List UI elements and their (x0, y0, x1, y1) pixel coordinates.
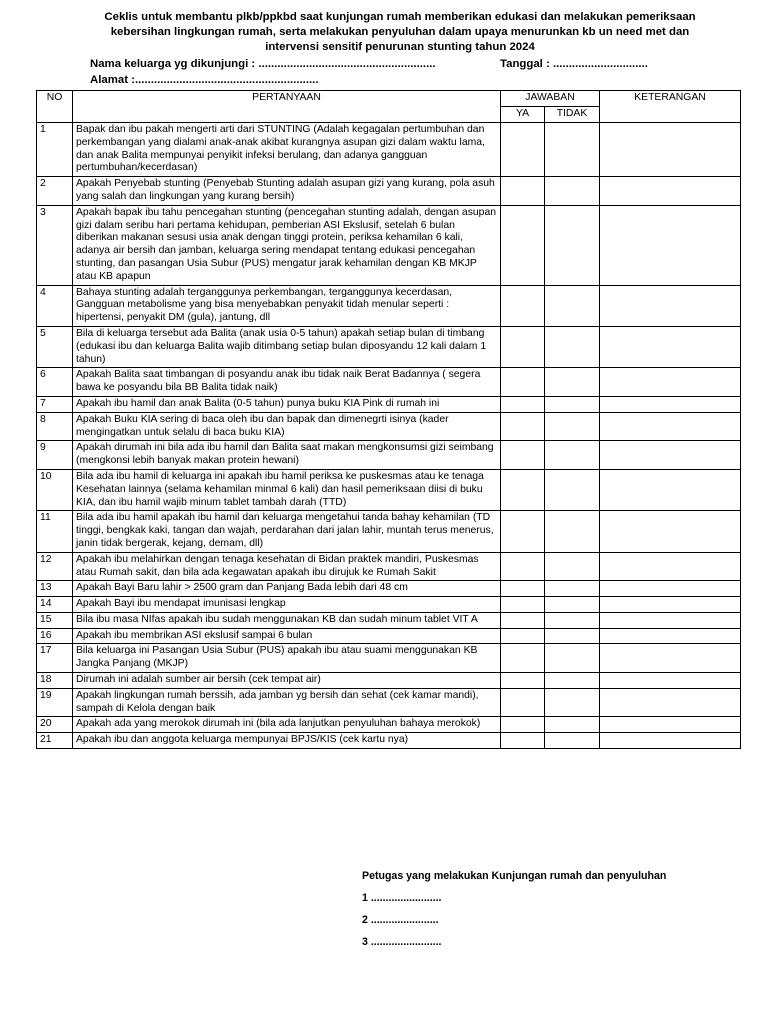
answer-yes-cell[interactable] (501, 326, 545, 367)
table-row (37, 205, 741, 285)
row-number: 11 (37, 511, 73, 552)
answer-yes-cell[interactable] (501, 628, 545, 644)
row-number: 19 (37, 688, 73, 717)
answer-no-cell[interactable] (545, 644, 600, 673)
question-text: Apakah Bayi Baru lahir > 2500 gram dan Panjang Bada lebih dari 48 cm (73, 581, 501, 597)
answer-no-cell[interactable] (545, 396, 600, 412)
answer-yes-cell[interactable] (501, 717, 545, 733)
header-no-answer: TIDAK (545, 107, 600, 123)
answer-no-cell[interactable] (545, 412, 600, 441)
answer-no-cell[interactable] (545, 552, 600, 581)
note-cell[interactable] (600, 552, 741, 581)
table-row (37, 552, 741, 581)
officer-section (362, 870, 666, 958)
answer-no-cell[interactable] (545, 285, 600, 326)
date-field: Tanggal : .............................. (500, 58, 648, 70)
table-row (37, 469, 741, 510)
note-cell[interactable] (600, 612, 741, 628)
question-text: Apakah Penyebab stunting (Penyebab Stunting adalah asupan gizi yang kurang, pola asuh yang salah dan lingkungan yang kurang bersih) (73, 177, 501, 206)
note-cell[interactable] (600, 441, 741, 470)
row-number: 10 (37, 469, 73, 510)
row-number: 21 (37, 733, 73, 749)
table-row (37, 285, 741, 326)
table-row (37, 644, 741, 673)
note-cell[interactable] (600, 285, 741, 326)
table-row (37, 412, 741, 441)
table-row (37, 612, 741, 628)
question-text: Bila keluarga ini Pasangan Usia Subur (PUS) apakah ibu atau suami menggunakan KB Jangka Panjang (MKJP) (73, 644, 501, 673)
table-row (37, 177, 741, 206)
table-row (37, 733, 741, 749)
note-cell[interactable] (600, 511, 741, 552)
header-answer: JAWABAN (501, 91, 600, 107)
header-note: KETERANGAN (600, 91, 741, 123)
checklist-rows (37, 123, 741, 749)
answer-no-cell[interactable] (545, 469, 600, 510)
table-row (37, 628, 741, 644)
table-row (37, 581, 741, 597)
answer-yes-cell[interactable] (501, 581, 545, 597)
row-number: 8 (37, 412, 73, 441)
checklist-table (36, 90, 741, 749)
row-number: 6 (37, 368, 73, 397)
question-text: Bila ada ibu hamil di keluarga ini apakah ibu hamil periksa ke puskesmas atau ke tenaga Kesehatan lainnya (selama kehamilan minmal 6 kali) dan hasil pemeriksaan diisi di buku KIA, dan ibu hamil wajib minum tablet tambah darah (TTD) (73, 469, 501, 510)
table-row (37, 673, 741, 689)
title-line-1: Ceklis untuk membantu plkb/ppkbd saat kunjungan rumah memberikan edukasi dan melakukan pemeriksaan (104, 11, 696, 23)
table-row (37, 717, 741, 733)
answer-yes-cell[interactable] (501, 441, 545, 470)
document-title (60, 10, 740, 55)
answer-yes-cell[interactable] (501, 412, 545, 441)
question-text: Apakah lingkungan rumah berssih, ada jamban yg bersih dan sehat (cek kamar mandi), sampah di Kelola dengan baik (73, 688, 501, 717)
address-field: Alamat :.......................................................... (90, 74, 319, 86)
question-text: Apakah ibu membrikan ASI ekslusif sampai 6 bulan (73, 628, 501, 644)
answer-yes-cell[interactable] (501, 597, 545, 613)
row-number: 17 (37, 644, 73, 673)
note-cell[interactable] (600, 368, 741, 397)
table-row (37, 511, 741, 552)
table-row (37, 688, 741, 717)
row-number: 9 (37, 441, 73, 470)
question-text: Apakah bapak ibu tahu pencegahan stunting (pencegahan stunting adalah, dengan asupan gizi dalam seribu hari pertama kehidupan, pemberian ASI Ekslusif, setelah 6 bulan diberikan makanan sesusi usia anak dengan tinggi protein, periksa kehamilan 6 kali, adanya air bersih dan jamban, keluarga sering mendapat tentang edukasi pencegahan stunting, dan pasangan Usia Subur (PUS) mengatur jarak kehamilan dengan KB MKJP atau KB apapun (73, 205, 501, 285)
answer-no-cell[interactable] (545, 688, 600, 717)
answer-no-cell[interactable] (545, 326, 600, 367)
table-row (37, 441, 741, 470)
answer-yes-cell[interactable] (501, 733, 545, 749)
answer-yes-cell[interactable] (501, 469, 545, 510)
answer-yes-cell[interactable] (501, 177, 545, 206)
question-text: Bapak dan ibu pakah mengerti arti dari STUNTING (Adalah kegagalan pertumbuhan dan perkembangan yang dialami anak-anak akibat kurangnya asupan gizi dalam waktu lama, dan anak Balita mempunyai penyikit infeksi berulang, dan adanya gangguan pertumbuhan/kecerdasan) (73, 123, 501, 177)
note-cell[interactable] (600, 688, 741, 717)
answer-yes-cell[interactable] (501, 123, 545, 177)
answer-no-cell[interactable] (545, 628, 600, 644)
question-text: Dirumah ini adalah sumber air bersih (cek tempat air) (73, 673, 501, 689)
question-text: Bila di keluarga tersebut ada Balita (anak usia 0-5 tahun) apakah setiap bulan di timbang (edukasi ibu dan keluarga Balita wajib ditimbang setiap bulan diposyandu 12 kali dalam 1 tahun) (73, 326, 501, 367)
note-cell[interactable] (600, 396, 741, 412)
note-cell[interactable] (600, 412, 741, 441)
answer-yes-cell[interactable] (501, 644, 545, 673)
officer-slot-2: 2 ....................... (362, 914, 439, 926)
note-cell[interactable] (600, 628, 741, 644)
question-text: Apakah ada yang merokok dirumah ini (bila ada lanjutkan penyuluhan bahaya merokok) (73, 717, 501, 733)
note-cell[interactable] (600, 673, 741, 689)
note-cell[interactable] (600, 469, 741, 510)
answer-no-cell[interactable] (545, 733, 600, 749)
answer-no-cell[interactable] (545, 612, 600, 628)
question-text: Apakah Balita saat timbangan di posyandu anak ibu tidak naik Berat Badannya ( segera bawa ke posyandu bila BB Balita tidak naik) (73, 368, 501, 397)
note-cell[interactable] (600, 326, 741, 367)
answer-no-cell[interactable] (545, 441, 600, 470)
title-line-3: intervensi sensitif penurunan stunting tahun 2024 (265, 41, 535, 53)
answer-no-cell[interactable] (545, 673, 600, 689)
note-cell[interactable] (600, 123, 741, 177)
answer-yes-cell[interactable] (501, 511, 545, 552)
note-cell[interactable] (600, 644, 741, 673)
table-row (37, 368, 741, 397)
officer-slot-1: 1 ........................ (362, 892, 442, 904)
answer-no-cell[interactable] (545, 368, 600, 397)
question-text: Apakah Buku KIA sering di baca oleh ibu dan bapak dan dimenegrti isinya (kader mengingatkan untuk selalu di baca buku KIA) (73, 412, 501, 441)
note-cell[interactable] (600, 597, 741, 613)
question-text: Bila ada ibu hamil apakah ibu hamil dan keluarga mengetahui tanda bahay kehamilan (TD tinggi, bengkak kaki, tangan dan wajah, perdarahan dari jalan lahir, muntah terus menerus, janin tidak bergerak, kejang, demam, dll) (73, 511, 501, 552)
officer-slot-3: 3 ........................ (362, 936, 442, 948)
answer-no-cell[interactable] (545, 177, 600, 206)
answer-yes-cell[interactable] (501, 285, 545, 326)
answer-no-cell[interactable] (545, 597, 600, 613)
question-text: Apakah ibu melahirkan dengan tenaga kesehatan di Bidan praktek mandiri, Puskesmas atau Rumah sakit, dan bila ada kegawatan apakah ibu dirujuk ke Rumah Sakit (73, 552, 501, 581)
table-row (37, 123, 741, 177)
question-text: Apakah Bayi ibu mendapat imunisasi lengkap (73, 597, 501, 613)
answer-no-cell[interactable] (545, 717, 600, 733)
answer-yes-cell[interactable] (501, 368, 545, 397)
question-text: Bahaya stunting adalah terganggunya perkembangan, terganggunya kecerdasan, Gangguan metabolisme yang bisa menyebabkan penyakit tidah menular seperti : hipertensi, penyakit DM (gula), jantung, dll (73, 285, 501, 326)
question-text: Apakah dirumah ini bila ada ibu hamil dan Balita saat makan mengkonsumsi gizi seimbang (mengkonsi lebih banyak makan protein hewani) (73, 441, 501, 470)
row-number: 16 (37, 628, 73, 644)
table-row (37, 597, 741, 613)
answer-yes-cell[interactable] (501, 205, 545, 285)
answer-no-cell[interactable] (545, 205, 600, 285)
note-cell[interactable] (600, 177, 741, 206)
answer-no-cell[interactable] (545, 123, 600, 177)
note-cell[interactable] (600, 717, 741, 733)
row-number: 12 (37, 552, 73, 581)
header-no: NO (37, 91, 73, 123)
answer-no-cell[interactable] (545, 581, 600, 597)
note-cell[interactable] (600, 581, 741, 597)
row-number: 18 (37, 673, 73, 689)
row-number: 7 (37, 396, 73, 412)
table-row (37, 396, 741, 412)
header-question: PERTANYAAN (73, 91, 501, 123)
question-text: Bila ibu masa NIfas apakah ibu sudah menggunakan KB dan sudah minum tablet VIT A (73, 612, 501, 628)
row-number: 1 (37, 123, 73, 177)
row-number: 5 (37, 326, 73, 367)
row-number: 2 (37, 177, 73, 206)
answer-no-cell[interactable] (545, 511, 600, 552)
family-name-field: Nama keluarga yg dikunjungi : ........................................................ (90, 58, 436, 70)
row-number: 3 (37, 205, 73, 285)
row-number: 15 (37, 612, 73, 628)
note-cell[interactable] (600, 733, 741, 749)
row-number: 4 (37, 285, 73, 326)
answer-yes-cell[interactable] (501, 552, 545, 581)
question-text: Apakah ibu hamil dan anak Balita (0-5 tahun) punya buku KIA Pink di rumah ini (73, 396, 501, 412)
header-yes: YA (501, 107, 545, 123)
officer-heading: Petugas yang melakukan Kunjungan rumah dan penyuluhan (362, 870, 667, 882)
answer-yes-cell[interactable] (501, 612, 545, 628)
row-number: 14 (37, 597, 73, 613)
answer-yes-cell[interactable] (501, 688, 545, 717)
row-number: 13 (37, 581, 73, 597)
question-text: Apakah ibu dan anggota keluarga mempunyai BPJS/KIS (cek kartu nya) (73, 733, 501, 749)
row-number: 20 (37, 717, 73, 733)
table-row (37, 326, 741, 367)
note-cell[interactable] (600, 205, 741, 285)
title-line-2: kebersihan lingkungan rumah, serta melakukan penyuluhan dalam upaya menurunkan kb un need met dan (110, 26, 690, 38)
answer-yes-cell[interactable] (501, 396, 545, 412)
answer-yes-cell[interactable] (501, 673, 545, 689)
